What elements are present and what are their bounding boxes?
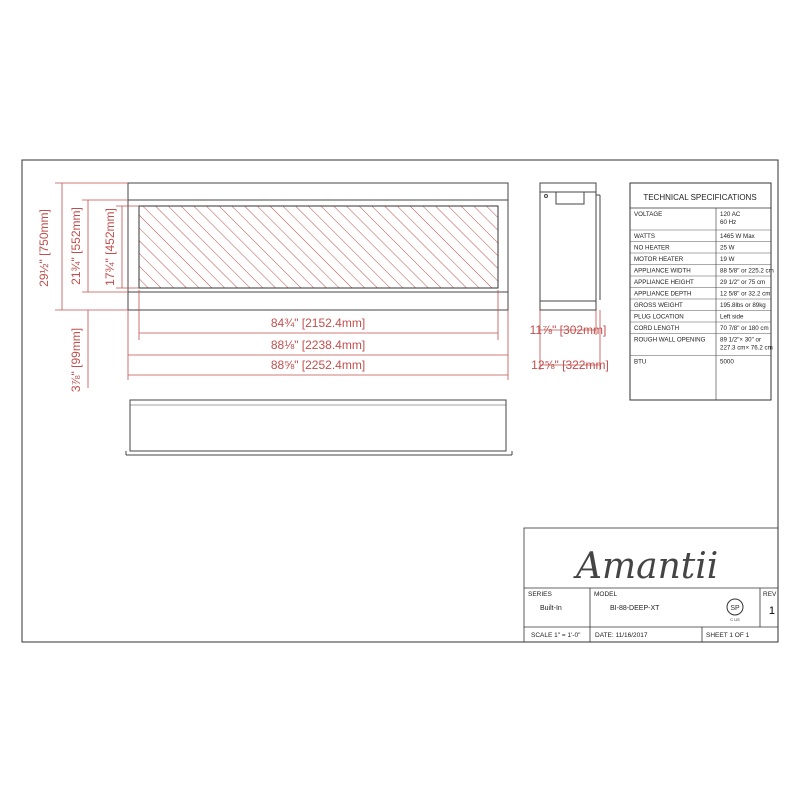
spec-value: 120 AC xyxy=(720,211,741,218)
glass-panel xyxy=(139,206,498,288)
spec-row xyxy=(630,233,771,242)
dim-height-base: 3⅞" [99mm] xyxy=(69,327,83,393)
csa-cert-icon xyxy=(727,599,743,622)
spec-value-line2: 60 Hz xyxy=(720,219,737,226)
dim-height-glass: 17¾" [452mm] xyxy=(103,208,117,286)
spec-value: 195.8lbs or 89kg xyxy=(720,302,766,309)
spec-label: MOTOR HEATER xyxy=(634,256,684,263)
dim-height-mid: 21¾" [552mm] xyxy=(69,207,83,285)
top-view xyxy=(126,400,512,455)
spec-value: 88 5/8" or 225.2 cm xyxy=(720,267,774,275)
amantii-logo: Amantii xyxy=(576,546,719,587)
rev-value: 1 xyxy=(768,605,775,617)
spec-row xyxy=(630,211,771,230)
dim-width-frame: 88⅛" [2238.4mm] xyxy=(270,338,366,352)
model-label: MODEL xyxy=(594,591,618,598)
front-view xyxy=(128,183,508,310)
spec-row xyxy=(634,359,734,366)
spec-value: 29 1/2" or 75 cm xyxy=(720,279,766,286)
spec-label: APPLIANCE HEIGHT xyxy=(634,279,694,286)
rev-label: REV xyxy=(763,591,777,598)
spec-value: 5000 xyxy=(720,358,734,366)
svg-text:SP: SP xyxy=(730,605,740,612)
scale-text: SCALE 1" = 1'-0" xyxy=(531,632,581,639)
spec-label: CORD LENGTH xyxy=(634,325,680,332)
dim-width-glass: 84¾" [2152.4mm] xyxy=(270,316,366,330)
spec-value: Left side xyxy=(720,313,744,321)
spec-row xyxy=(630,256,771,265)
spec-label: PLUG LOCATION xyxy=(634,313,684,321)
spec-label: APPLIANCE DEPTH xyxy=(634,290,692,298)
spec-label: NO HEATER xyxy=(634,244,670,252)
spec-row xyxy=(630,337,773,356)
spec-label: BTU xyxy=(634,358,647,366)
spec-value: 12 5/8" or 32.2 cm xyxy=(720,290,771,298)
spec-label: APPLIANCE WIDTH xyxy=(634,267,691,275)
spec-label: VOLTAGE xyxy=(634,211,663,218)
spec-row xyxy=(630,302,771,311)
spec-title: TECHNICAL SPECIFICATIONS xyxy=(643,193,757,202)
spec-row xyxy=(630,291,771,300)
spec-row xyxy=(630,268,774,277)
svg-text:C US: C US xyxy=(730,617,740,622)
spec-value: 1465 W Max xyxy=(720,233,755,240)
spec-value-line2: 227.3 cm× 76.2 cm xyxy=(720,344,773,352)
spec-label: ROUGH WALL OPENING xyxy=(634,336,706,344)
model-value: BI-88-DEEP-XT xyxy=(610,605,660,612)
spec-row xyxy=(630,314,771,323)
date-text: DATE: 11/16/2017 xyxy=(595,632,648,639)
series-value: Built-In xyxy=(540,605,562,612)
spec-row xyxy=(630,279,771,288)
dim-depth-total: 12⅝" [322mm] xyxy=(531,358,609,372)
spec-table xyxy=(630,183,774,400)
spec-label: WATTS xyxy=(634,233,655,240)
dim-depth-body: 11⅞" [302mm] xyxy=(529,323,607,337)
spec-label: GROSS WEIGHT xyxy=(634,302,683,309)
side-view xyxy=(540,183,600,310)
sheet-text: SHEET 1 OF 1 xyxy=(706,632,750,639)
spec-value: 19 W xyxy=(720,256,735,263)
spec-value: 89 1/2"× 30" or xyxy=(720,336,762,344)
dim-height-total: 29½" [750mm] xyxy=(37,209,51,287)
spec-value: 70 7/8" or 180 cm xyxy=(720,325,769,332)
series-label: SERIES xyxy=(528,591,552,598)
spec-value: 25 W xyxy=(720,244,735,252)
dim-width-total: 88⅝" [2252.4mm] xyxy=(270,358,366,372)
spec-row xyxy=(630,325,771,334)
spec-row xyxy=(630,245,771,254)
